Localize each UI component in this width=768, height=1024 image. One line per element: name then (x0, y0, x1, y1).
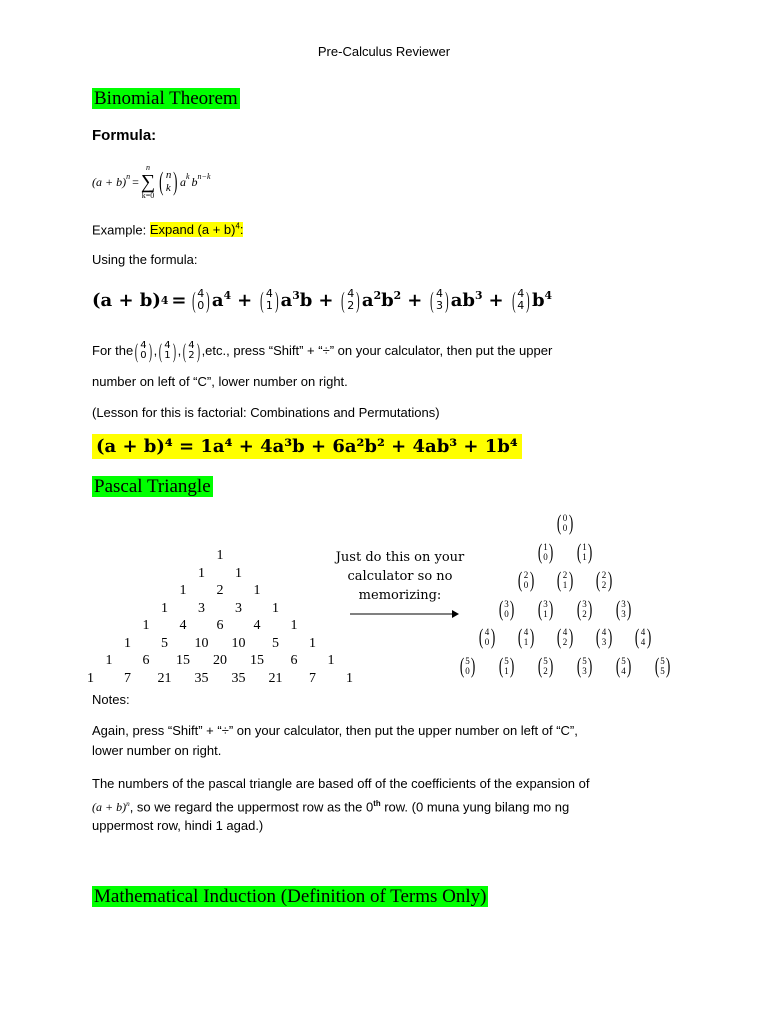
for-the-binoms: ( 4 0 ) , ( 4 1 ) , ( 4 2 ) (135, 339, 200, 363)
expansion-term: $a^3b$ (280, 289, 313, 311)
binomial-coefficient: ( 5 3 ) (576, 652, 593, 678)
pascal-number: 7 (124, 670, 131, 686)
binomial-coefficient: ( 5 0 ) (459, 652, 476, 678)
binomial-coefficient: ( 4 2 ) (183, 339, 200, 363)
binomial-coefficient: ( 2 2 ) (595, 567, 613, 592)
for-the-line (92, 336, 552, 366)
pascal-number: 3 (198, 600, 205, 616)
formula-label: Formula: (92, 127, 157, 144)
using-formula-text: Using the formula: (92, 252, 198, 267)
pascal-number: 1 (87, 670, 94, 686)
binomial-coefficient: ( 4 2 ) (556, 624, 574, 649)
sum-lower: k=0 (141, 191, 155, 200)
notes-p1-line1: Again, press “Shift” + “÷” on your calculator, then put the upper number on left of “C”, (92, 723, 578, 738)
pascal-number: 1 (198, 565, 205, 581)
example-line (92, 218, 243, 239)
inline-math: $(a + b)^n$ (92, 800, 130, 815)
pascal-number: 1 (124, 635, 131, 651)
binomial-coefficient: ( 1 0 ) (537, 538, 554, 564)
sum-upper: n (146, 163, 150, 172)
pascal-number: 5 (272, 635, 279, 651)
pascal-number: 1 (290, 618, 298, 633)
formula-term-a: a (179, 174, 186, 189)
notes-p2-line3: uppermost row, hindi 1 agad.) (92, 818, 264, 833)
expansion-terms (190, 287, 553, 314)
formula-lhs: (a + b) (92, 174, 127, 189)
formula-term-a-exp: k (185, 171, 190, 181)
for-the-text: For the (92, 343, 134, 358)
pascal-number: 15 (176, 653, 190, 668)
section-mathematical-induction (92, 886, 488, 908)
sum-symbol (141, 164, 155, 200)
lesson-note: (Lesson for this is factorial: Combinations and Permutations) (92, 405, 440, 420)
pascal-number: 5 (161, 635, 168, 651)
plus-sign: + (407, 289, 423, 311)
pascal-number: 1 (216, 548, 224, 563)
notes-p2-line1: The numbers of the pascal triangle are based off of the coefficients of the expansion of (92, 776, 590, 791)
binomial-coefficient: ( 2 0 ) (517, 567, 535, 592)
pascal-number: 6 (142, 653, 150, 668)
expansion-result-text: (a + b)⁴ = 1a⁴ + 4a³b + 6a²b² + 4ab³ + 1b⁴ (92, 434, 522, 459)
pascal-number: 10 (194, 635, 209, 651)
plus-sign: + (488, 289, 504, 311)
page-header: Pre-Calculus Reviewer (317, 44, 451, 59)
pascal-number: 1 (272, 600, 279, 616)
pascal-number: 6 (290, 653, 298, 668)
binomial-coefficient: ( 4 1 ) (159, 339, 176, 363)
plus-sign: + (318, 289, 334, 311)
formula-binom: ( n k ) (159, 167, 178, 196)
section-pascal-triangle (92, 476, 213, 498)
binomial-coefficient: ( 4 1 ) (260, 286, 279, 313)
binomial-coefficient: ( 4 3 ) (430, 286, 449, 313)
pascal-number: 35 (194, 670, 209, 686)
binomial-coefficient: ( 4 1 ) (517, 624, 535, 649)
binomial-coefficient: ( 4 4 ) (511, 286, 530, 313)
pascal-number: 35 (231, 670, 246, 686)
section-title: Pascal Triangle (94, 476, 211, 497)
binomial-coefficient: ( 5 2 ) (537, 652, 554, 678)
expansion-term: $a^4$ (211, 289, 232, 311)
binomial-coefficient: ( 4 0 ) (191, 286, 210, 313)
section-title: Mathematical Induction (Definition of Terms Only) (94, 886, 487, 907)
binomial-coefficient: ( 3 3 ) (615, 595, 632, 621)
binomial-coefficient: ( 5 4 ) (615, 652, 632, 678)
pascal-number: 21 (268, 670, 283, 686)
for-the-rest-text: ,etc., press “Shift” + “÷” on your calculator, then put the upper (201, 343, 553, 358)
binomial-coefficient: ( 0 0 ) (556, 510, 574, 535)
pascal-number: 1 (346, 670, 353, 686)
pascal-number: 1 (142, 618, 150, 633)
binomial-coefficient: ( 4 0 ) (135, 339, 152, 363)
pascal-number: 1 (161, 600, 168, 616)
pascal-number: 2 (216, 583, 224, 598)
binomial-coefficient: ( 4 4 ) (634, 624, 652, 649)
expansion-equals: = (171, 289, 187, 311)
plus-sign: + (237, 289, 253, 311)
callout-line: calculator so no (347, 569, 453, 584)
formula-lhs-exp: n (126, 171, 131, 181)
formula-term-b-exp: n−k (197, 171, 211, 181)
binom-top: n (165, 169, 172, 181)
pascal-number: 10 (231, 635, 246, 651)
callout-line: Just do this on your (335, 550, 465, 565)
binomial-coefficient: ( 4 0 ) (478, 624, 496, 649)
binomial-coefficient: ( 4 2 ) (341, 286, 360, 313)
notes-label: Notes: (92, 692, 130, 707)
binomial-coefficient: ( 5 5 ) (654, 652, 671, 678)
example-highlight: Expand $(a + b)^4$: (149, 222, 244, 238)
binomial-coefficient-triangle (0, 512, 768, 677)
pascal-number: 6 (216, 618, 224, 633)
expansion-term: $b^4$ (531, 289, 553, 311)
notes-p2-line2: $(a + b)^n$, so we regard the uppermost row as the 0th row. (0 muna yung bilang mo ng (92, 799, 570, 815)
binomial-formula (92, 162, 211, 202)
example-prefix: Example: (92, 222, 147, 238)
expansion-term: $a^2b^2$ (361, 289, 402, 311)
pascal-number: 21 (157, 670, 172, 686)
notes-p1-line2: lower number on right. (92, 743, 222, 758)
pascal-number: 1 (105, 653, 113, 668)
expansion-term: $ab^3$ (450, 289, 483, 311)
section-title: Binomial Theorem (94, 88, 238, 109)
pascal-number: 4 (253, 618, 261, 633)
binomial-coefficient: ( 3 2 ) (576, 595, 593, 621)
expansion-lhs: (a + b) (92, 289, 161, 311)
pascal-number: 4 (179, 618, 187, 633)
pascal-number: 1 (253, 583, 261, 598)
pascal-number: 1 (179, 583, 187, 598)
binom-bottom: k (165, 182, 171, 194)
pascal-number: 15 (250, 653, 264, 668)
pascal-number: 20 (213, 653, 227, 668)
binomial-coefficient: ( 3 1 ) (537, 595, 554, 621)
callout-line: memorizing: (358, 588, 442, 603)
binomial-coefficient: ( 5 1 ) (498, 652, 515, 678)
expansion-line (92, 282, 552, 318)
expansion-result (92, 436, 522, 457)
formula-term-b: b (191, 174, 198, 189)
pascal-number: 1 (235, 565, 242, 581)
section-binomial-theorem (92, 88, 240, 110)
binomial-coefficient: ( 2 1 ) (556, 567, 574, 592)
binomial-coefficient: ( 3 0 ) (498, 595, 515, 621)
binomial-coefficient: ( 4 3 ) (595, 624, 613, 649)
pascal-number: 1 (309, 635, 316, 651)
pascal-number: 7 (309, 670, 316, 686)
formula-equals: = (132, 174, 139, 189)
pascal-number: 3 (235, 600, 242, 616)
sigma-icon: ∑ (140, 171, 156, 193)
expansion-lhs-exp: 4 (160, 293, 169, 307)
for-the-line2: number on left of “C”, lower number on right. (92, 374, 348, 389)
binomial-coefficient: ( 1 1 ) (576, 538, 593, 564)
pascal-number: 1 (327, 653, 335, 668)
